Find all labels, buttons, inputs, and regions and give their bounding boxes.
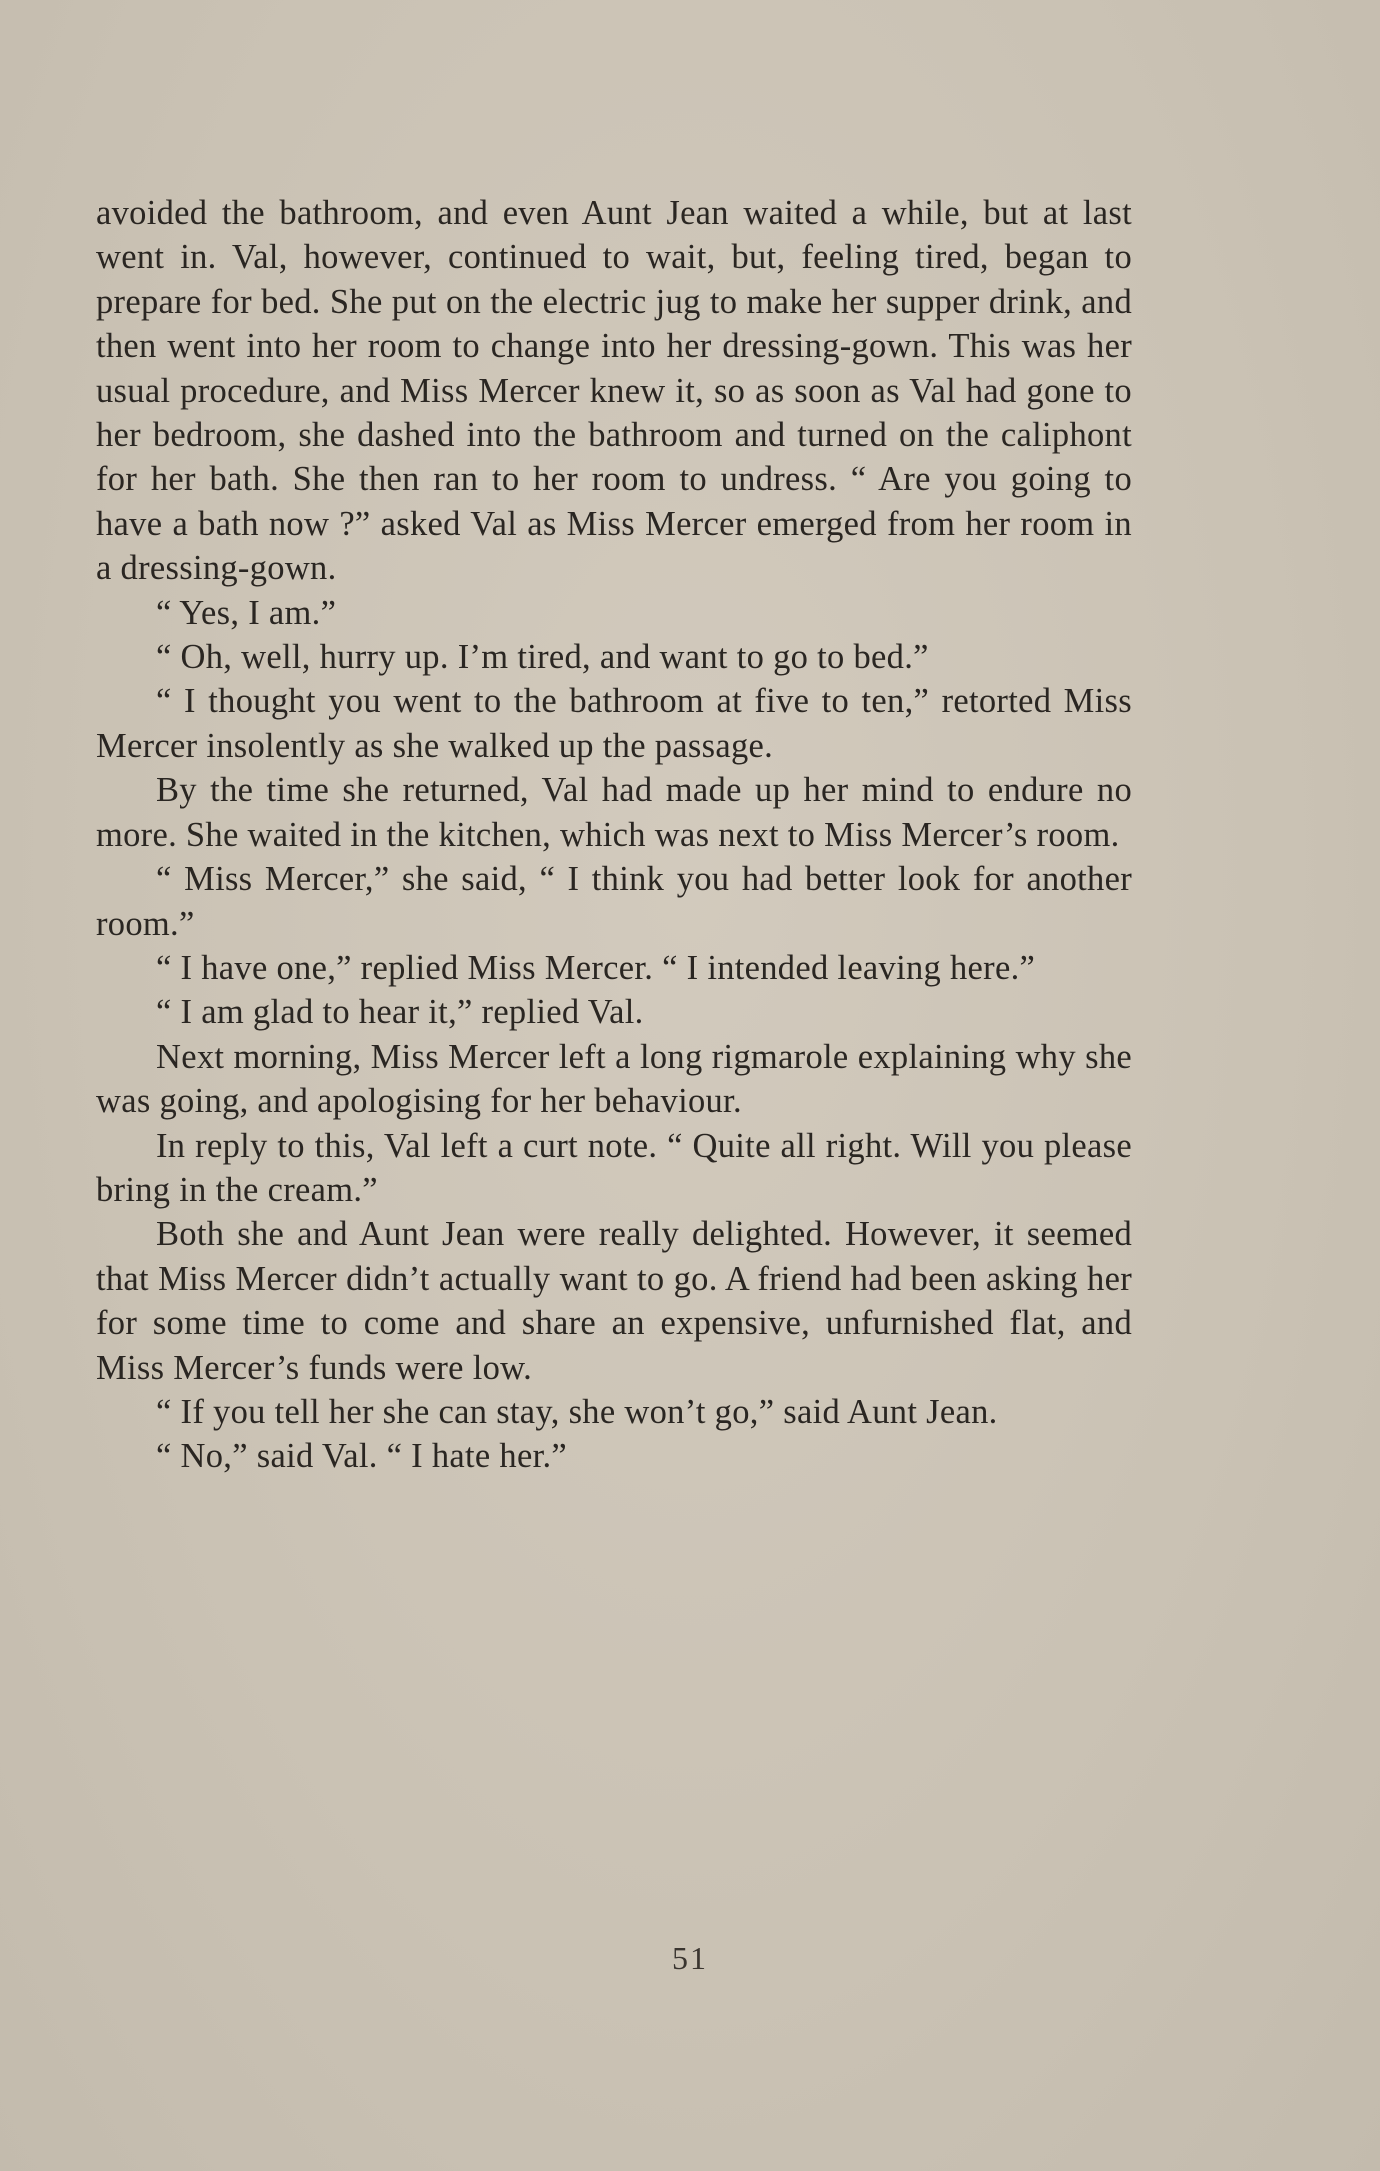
- paragraph-10: In reply to this, Val left a curt note. “ Quite all right. Will you please bring in the cream.”: [96, 1126, 1132, 1209]
- page-number: 51: [672, 1940, 708, 1976]
- paragraph-2: “ Yes, I am.”: [156, 593, 337, 632]
- paragraph-8: “ I am glad to hear it,” replied Val.: [156, 993, 644, 1032]
- paragraph-12: “ If you tell her she can stay, she won’t go,” said Aunt Jean.: [156, 1392, 998, 1431]
- paragraph-11: Both she and Aunt Jean were really delighted. However, it seemed that Miss Mercer didn’t actually want to go. A friend had been asking her for some time to come and share an expensive, unfurnished flat, and Miss Mercer’s funds were low.: [96, 1215, 1132, 1387]
- paragraph-9: Next morning, Miss Mercer left a long rigmarole explaining why she was going, and apologising for her behaviour.: [96, 1037, 1132, 1121]
- paragraph-4: “ I thought you went to the bathroom at five to ten,” retorted Miss Mercer insolently as she walked up the passage.: [96, 682, 1132, 765]
- paragraph-6: “ Miss Mercer,” she said, “ I think you had better look for another room.”: [96, 860, 1132, 943]
- paragraph-5: By the time she returned, Val had made up her mind to endure no more. She waited in the kitchen, which was next to Miss Mercer’s room.: [96, 771, 1132, 854]
- paragraph-3: “ Oh, well, hurry up. I’m tired, and want to go to bed.”: [156, 638, 929, 677]
- paragraph-7: “ I have one,” replied Miss Mercer. “ I intended leaving here.”: [156, 948, 1036, 987]
- paragraph-13: “ No,” said Val. “ I hate her.”: [156, 1437, 568, 1476]
- paragraph-1: avoided the bathroom, and even Aunt Jean waited a while, but at last went in. Val, however, continued to wait, but, feeling tired, began to prepare for bed. She put on the electric jug to make her supper drink, and then went into her room to change into her dressing-gown. This was her usual procedure, and Miss Mercer knew it, so as soon as Val had gone to her bedroom, she dashed into the bathroom and turned on the caliphont for her bath. She then ran to her room to undress. “ Are you going to have a bath now ?” asked Val as Miss Mercer emerged from her room in a dressing-gown.: [96, 194, 1132, 588]
- body-text: [96, 191, 1132, 1479]
